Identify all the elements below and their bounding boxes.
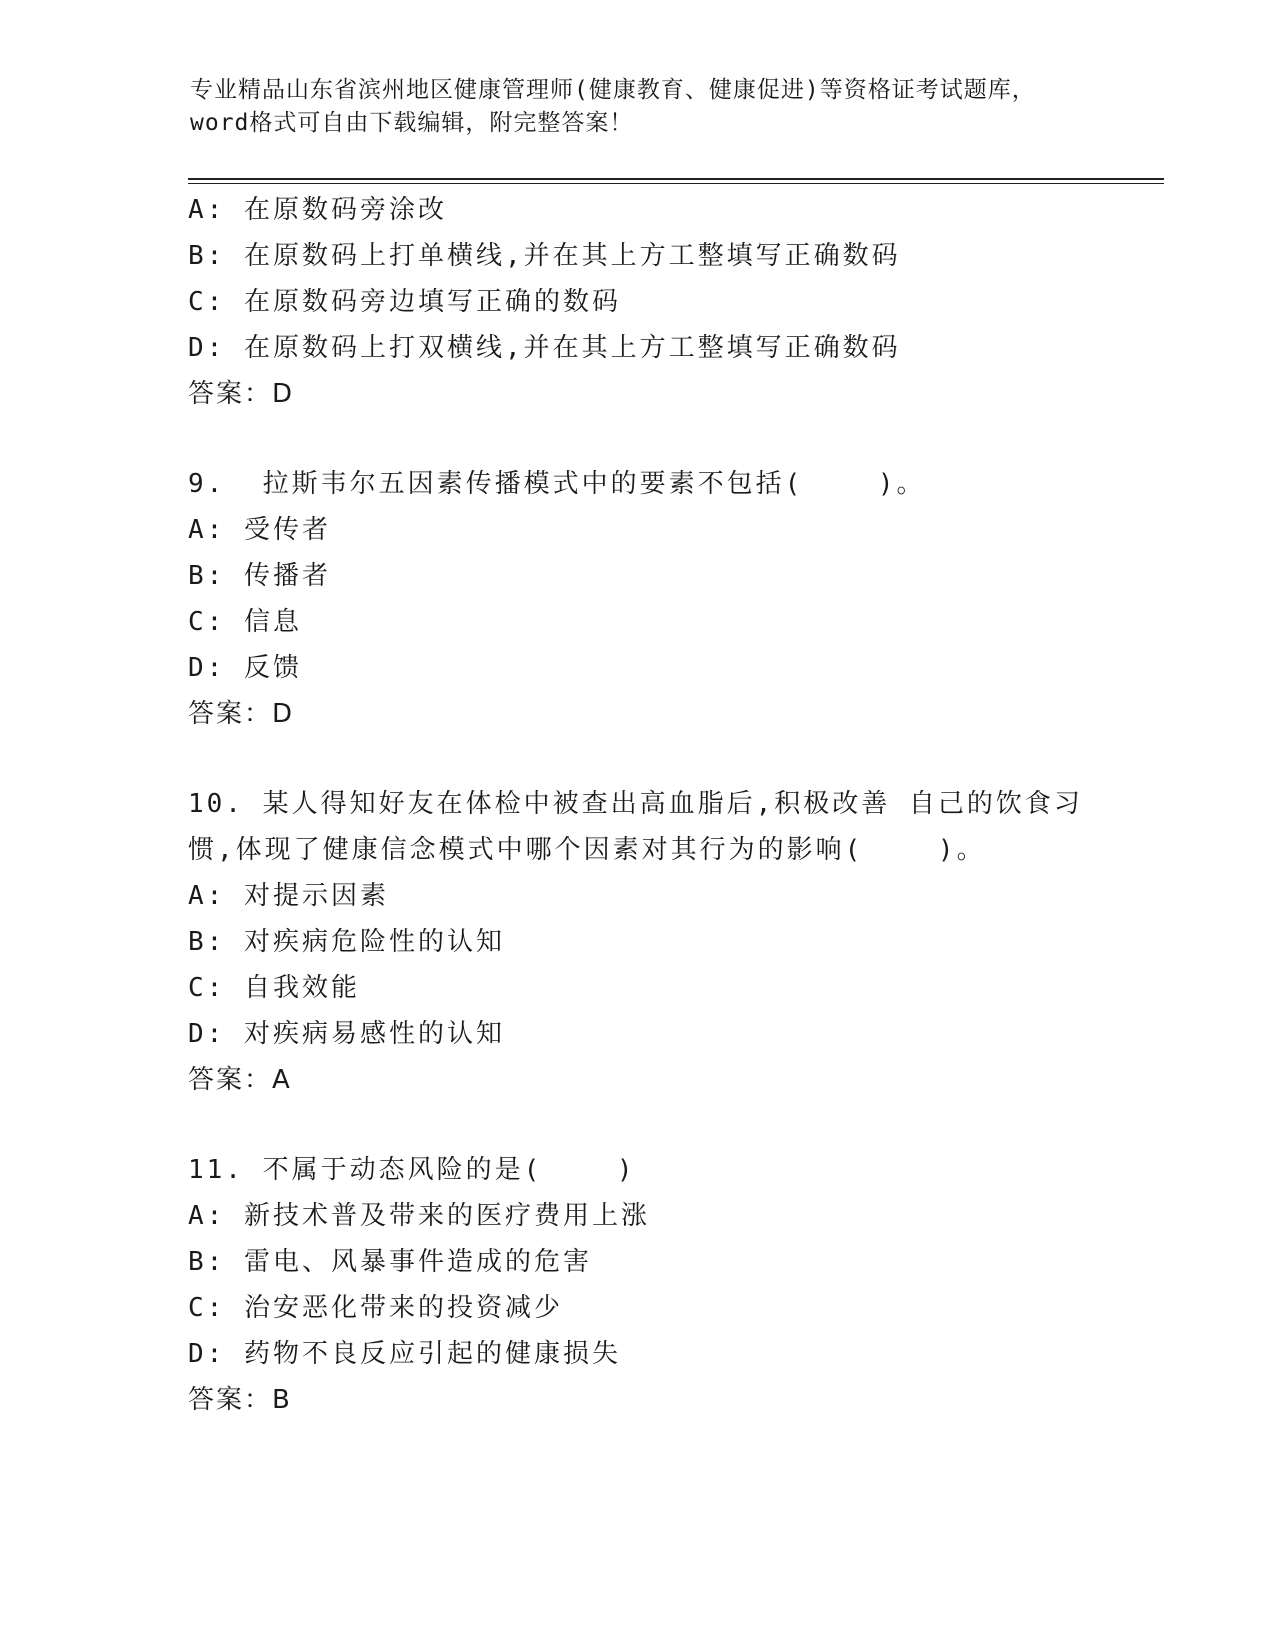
option-d: D: 对疾病易感性的认知 — [188, 1019, 505, 1049]
option-c: C: 信息 — [188, 607, 302, 637]
answer-label: 答案：B — [188, 1385, 292, 1415]
question-11 — [188, 1147, 1148, 1423]
option-b: B: 传播者 — [188, 561, 331, 591]
option-c: C: 在原数码旁边填写正确的数码 — [188, 287, 621, 317]
option-a: A: 在原数码旁涂改 — [188, 195, 447, 225]
option-a: A: 受传者 — [188, 515, 331, 545]
option-b: B: 在原数码上打单横线,并在其上方工整填写正确数码 — [188, 241, 901, 271]
option-d: D: 药物不良反应引起的健康损失 — [188, 1339, 621, 1369]
question-stem-line-1: 10. 某人得知好友在体检中被查出高血脂后,积极改善 自己的饮食习 — [188, 789, 1083, 819]
spacer — [188, 417, 1148, 461]
option-c: C: 自我效能 — [188, 973, 360, 1003]
question-9 — [188, 461, 1148, 737]
question-8 — [188, 187, 1148, 417]
option-b: B: 对疾病危险性的认知 — [188, 927, 505, 957]
header-divider-thick — [188, 178, 1164, 180]
answer-label: 答案：A — [188, 1065, 292, 1095]
question-list — [188, 187, 1148, 1423]
option-d: D: 反馈 — [188, 653, 302, 683]
header-line-1: 专业精品山东省滨州地区健康管理师(健康教育、健康促进)等资格证考试题库， — [190, 77, 1036, 103]
spacer — [188, 737, 1148, 781]
document-header — [190, 74, 1090, 140]
option-a: A: 新技术普及带来的医疗费用上涨 — [188, 1201, 650, 1231]
option-b: B: 雷电、风暴事件造成的危害 — [188, 1247, 592, 1277]
answer-label: 答案：D — [188, 699, 295, 729]
question-stem: 9. 拉斯韦尔五因素传播模式中的要素不包括( )。 — [188, 469, 926, 499]
question-10 — [188, 781, 1148, 1103]
spacer — [188, 1103, 1148, 1147]
header-line-2: word格式可自由下载编辑，附完整答案！ — [190, 110, 634, 136]
answer-label: 答案：D — [188, 379, 295, 409]
header-divider-thin — [188, 183, 1164, 184]
option-c: C: 治安恶化带来的投资减少 — [188, 1293, 563, 1323]
option-a: A: 对提示因素 — [188, 881, 389, 911]
question-stem: 11. 不属于动态风险的是( ) — [188, 1155, 636, 1185]
question-stem-line-2: 惯,体现了健康信念模式中哪个因素对其行为的影响( )。 — [188, 835, 986, 865]
option-d: D: 在原数码上打双横线,并在其上方工整填写正确数码 — [188, 333, 901, 363]
